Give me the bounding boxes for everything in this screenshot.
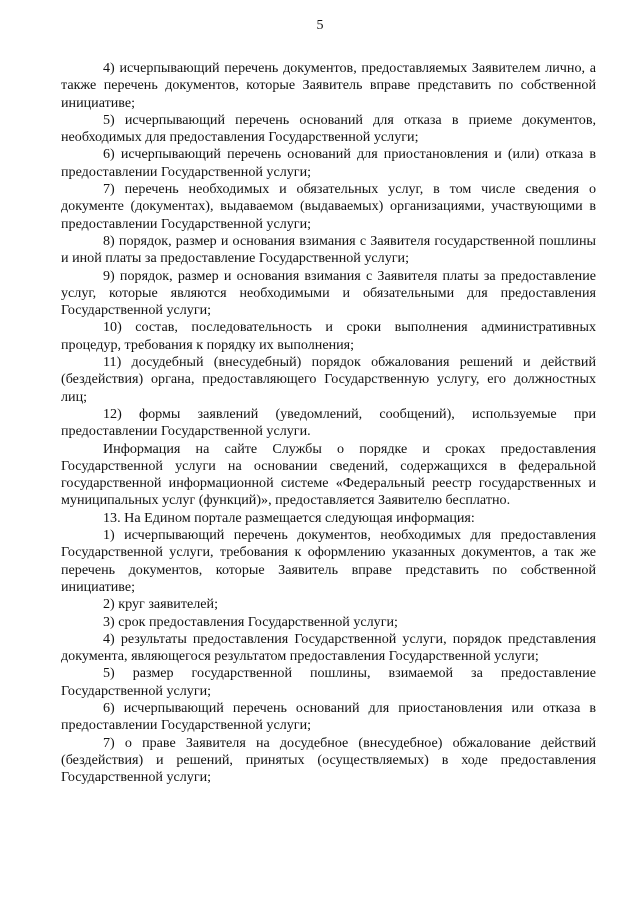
- list-item: 9) порядок, размер и основания взимания с Заявителя платы за предоставление услуг, которые являются необходимыми и обязательными для предоставления Государственной услуги;: [61, 267, 596, 319]
- list-item: 2) круг заявителей;: [103, 596, 218, 613]
- list-item: 7) перечень необходимых и обязательных услуг, в том числе сведения о документе (документах), выдаваемом (выдаваемых) организациями, участвующими в предоставлении Государственной услуги;: [61, 181, 596, 232]
- list-item: 4) результаты предоставления Государственной услуги, порядок представления документа, являющегося результатом предоставления Государственной услуги;: [61, 630, 596, 665]
- list-item: 1) исчерпывающий перечень документов, необходимых для предоставления Государственной услуги, требования к оформлению указанных документов, а так же перечень документов, которые Заявитель вправе представить по собственной инициативе;: [61, 527, 596, 595]
- list-item: 5) размер государственной пошлины, взимаемой за предоставление Государственной услуги;: [61, 665, 596, 699]
- list-item: 12) формы заявлений (уведомлений, сообщений), используемые при предоставлении Государственной услуги.: [61, 405, 596, 440]
- list-item: 3) срок предоставления Государственной услуги;: [103, 613, 398, 630]
- info-paragraph: Информация на сайте Службы о порядке и сроках предоставления Государственной услуги на основании сведений, содержащихся в федеральной государственной информационной системе «Федеральный реестр государственных и муниципальных услуг (функций)», предоставляется Заявителю бесплатно.: [61, 440, 596, 509]
- list-item: 6) исчерпывающий перечень оснований для приостановления и (или) отказа в предоставлении Государственной услуги;: [61, 146, 596, 180]
- page-number: 5: [316, 18, 324, 33]
- list-item: 11) досудебный (внесудебный) порядок обжалования решений и действий (бездействия) органа, предоставляющего Государственную услугу, его должностных лиц;: [61, 354, 596, 405]
- list-item: 8) порядок, размер и основания взимания с Заявителя государственной пошлины и иной платы за предоставление Государственной услуги;: [61, 232, 596, 267]
- list-item: 10) состав, последовательность и сроки выполнения административных процедур, требования к порядку их выполнения;: [61, 319, 596, 353]
- list-item: 4) исчерпывающий перечень документов, предоставляемых Заявителем лично, а также перечень документов, которые Заявитель вправе представить по собственной инициативе;: [61, 60, 596, 111]
- list-item: 6) исчерпывающий перечень оснований для приостановления или отказа в предоставлении Государственной услуги;: [61, 699, 596, 734]
- list-item: 7) о праве Заявителя на досудебное (внесудебное) обжалование действий (бездействия) и решений, принятых (осуществляемых) в ходе предоставления Государственной услуги;: [61, 734, 596, 786]
- section-heading-13: 13. На Едином портале размещается следующая информация:: [103, 509, 475, 526]
- list-item: 5) исчерпывающий перечень оснований для отказа в приеме документов, необходимых для предоставления Государственной услуги;: [61, 111, 596, 146]
- document-body: [61, 60, 596, 786]
